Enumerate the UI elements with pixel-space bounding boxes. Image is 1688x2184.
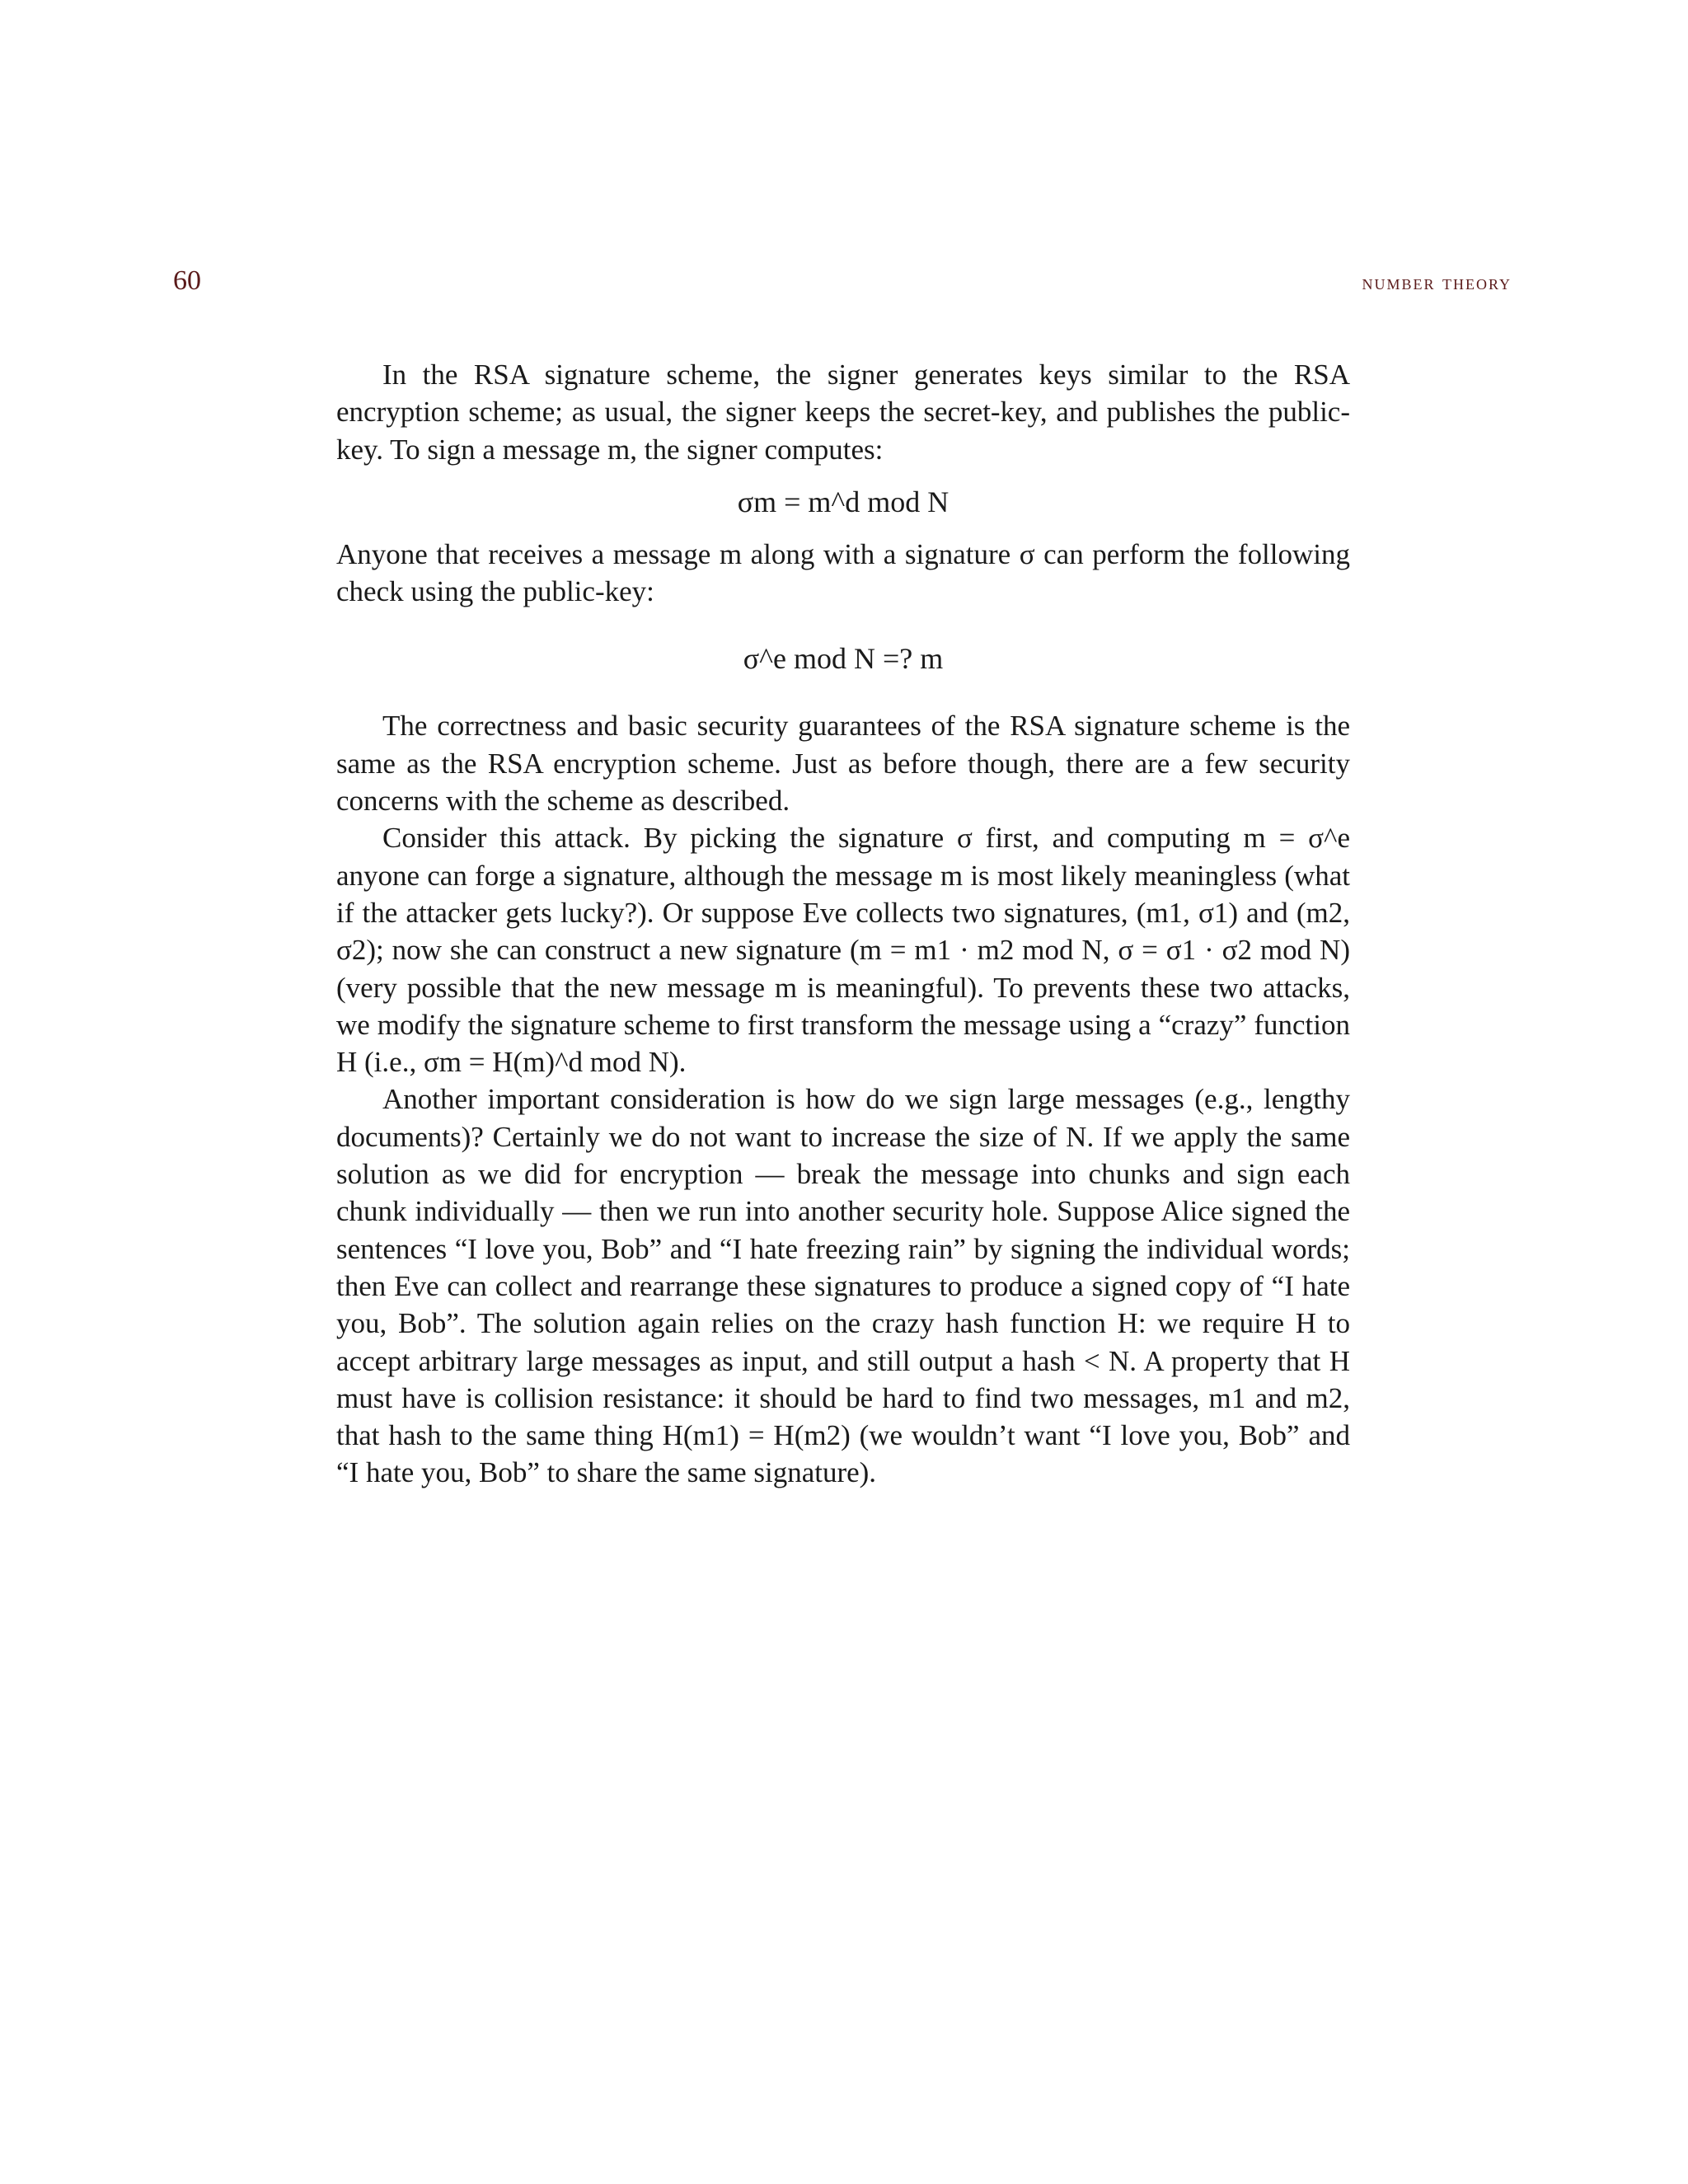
paragraph-2: Anyone that receives a message m along with a signature σ can perform the following check using the public-key: bbox=[336, 537, 1350, 608]
equation-signature bbox=[336, 468, 1350, 536]
equation-signature-text: σm = m^d mod N bbox=[737, 485, 950, 518]
paragraph-3: The correctness and basic security guarantees of the RSA signature scheme is the same as the RSA encryption scheme. Just as before though, there are a few security concerns with the scheme as described. bbox=[336, 710, 1350, 818]
page-body bbox=[336, 356, 1350, 1492]
page-number: 60 bbox=[173, 265, 201, 296]
paragraph-1: In the RSA signature scheme, the signer generates keys similar to the RSA encryption scheme; as usual, the signer keeps the secret-key, and publishes the public-key. To sign a message m, the signer computes: bbox=[336, 359, 1350, 466]
page-header bbox=[173, 265, 1512, 302]
equation-verify bbox=[336, 610, 1350, 707]
running-head: number theory bbox=[1362, 270, 1512, 294]
equation-verify-text: σ^e mod N =? m bbox=[743, 642, 944, 676]
paragraph-4: Consider this attack. By picking the signature σ first, and computing m = σ^e anyone can forge a signature, although the message m is most likely meaningless (what if the attacker gets lucky?). Or suppose Eve collects two signatures, (m1, σ1) and (m2, σ2); now she can construct a new signature (m = m1 · m2 mod N, σ = σ1 · σ2 mod N) (very possible that the new message m is meaningful). To prevents these two attacks, we modify the signature scheme to first transform the message using a “crazy” function H (i.e., σm = H(m)^d mod N). bbox=[336, 822, 1350, 1079]
paragraph-5: Another important consideration is how do we sign large messages (e.g., lengthy documents)? Certainly we do not want to increase the size of N. If we apply the same solution as we did for encryption — break the message into chunks and sign each chunk individually — then we run into another security hole. Suppose Alice signed the sentences “I love you, Bob” and “I hate freezing rain” by signing the individual words; then Eve can collect and rearrange these signatures to produce a signed copy of “I hate you, Bob”. The solution again relies on the crazy hash function H: we require H to accept arbitrary large messages as input, and still output a hash < N. A property that H must have is collision resistance: it should be hard to find two messages, m1 and m2, that hash to the same thing H(m1) = H(m2) (we wouldn’t want “I love you, Bob” and “I hate you, Bob” to share the same signature). bbox=[336, 1083, 1350, 1489]
